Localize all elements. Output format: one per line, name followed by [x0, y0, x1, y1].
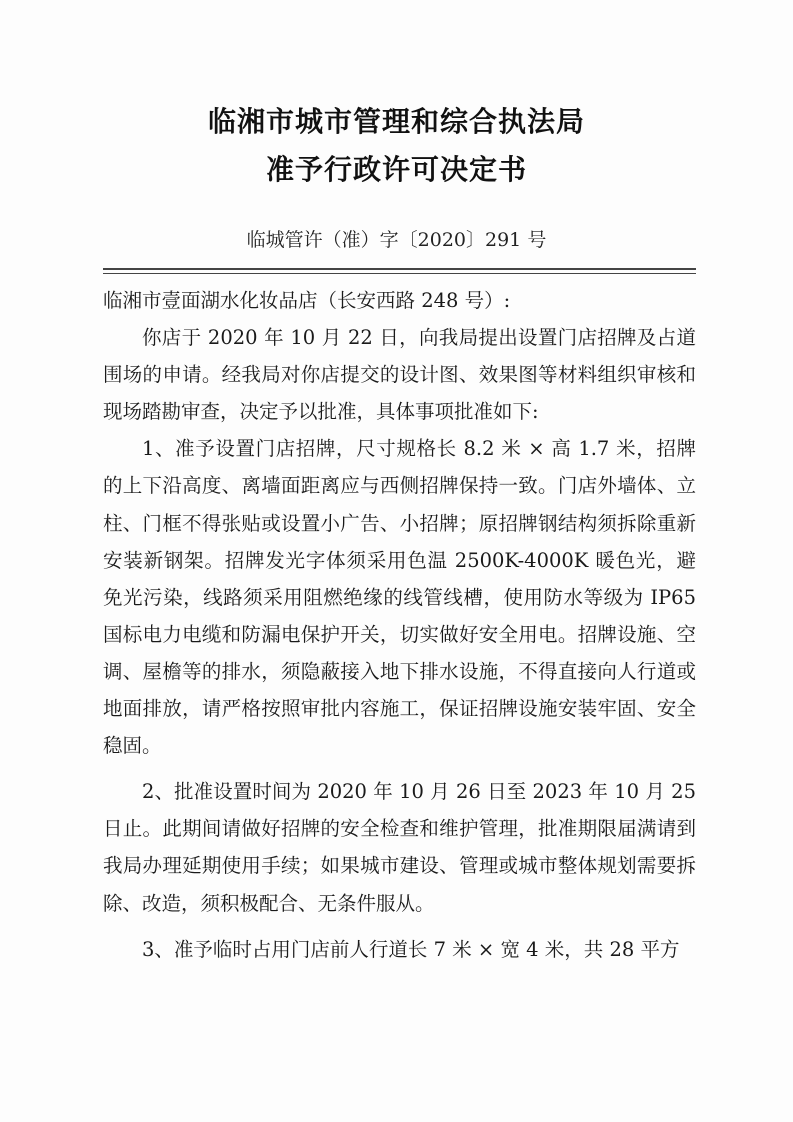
- addressee-line: 临湘市壹面湖水化妆品店（长安西路 248 号）:: [103, 289, 511, 312]
- document-title-agency: 临湘市城市管理和综合执法局: [207, 105, 585, 138]
- document-body: [103, 282, 696, 968]
- item-2-paragraph: 2、批准设置时间为 2020 年 10 月 26 日至 2023 年 10 月 25 日止。此期间请做好招牌的安全检查和维护管理，批准期限届满请到我局办理延期使用手续；如果城市建设、管理或城市整体规划需要拆除、改造，须积极配合、无条件服从。: [103, 780, 696, 915]
- document-number: 临城管许（准）字〔2020〕291 号: [246, 229, 547, 251]
- header-divider-thick: [103, 268, 696, 270]
- document-title-type: 准予行政许可决定书: [265, 153, 527, 186]
- header-divider-thin: [103, 273, 696, 274]
- intro-paragraph: 你店于 2020 年 10 月 22 日，向我局提出设置门店招牌及占道围场的申请。经我局对你店提交的设计图、效果图等材料组织审核和现场踏勘审查，决定予以批准，具体事项批准如下:: [103, 326, 696, 424]
- item-1-paragraph: 1、准予设置门店招牌，尺寸规格长 8.2 米 × 高 1.7 米，招牌的上下沿高度、离墙面距离应与西侧招牌保持一致。门店外墙体、立柱、门框不得张贴或设置小广告、小招牌；原招牌钢结构须拆除重新安装新钢架。招牌发光字体须采用色温 2500K-4000K 暖色光，避免光污染，线路须采用阻燃绝缘的线管线槽，使用防水等级为 IP65 国标电力电缆和防漏电保护开关，切实做好安全用电。招牌设施、空调、屋檐等的排水，须隐蔽接入地下排水设施，不得直接向人行道或地面排放，请严格按照审批内容施工，保证招牌设施安装牢固、安全稳固。: [103, 437, 696, 758]
- item-3-paragraph: 3、准予临时占用门店前人行道长 7 米 × 宽 4 米，共 28 平方: [142, 937, 680, 961]
